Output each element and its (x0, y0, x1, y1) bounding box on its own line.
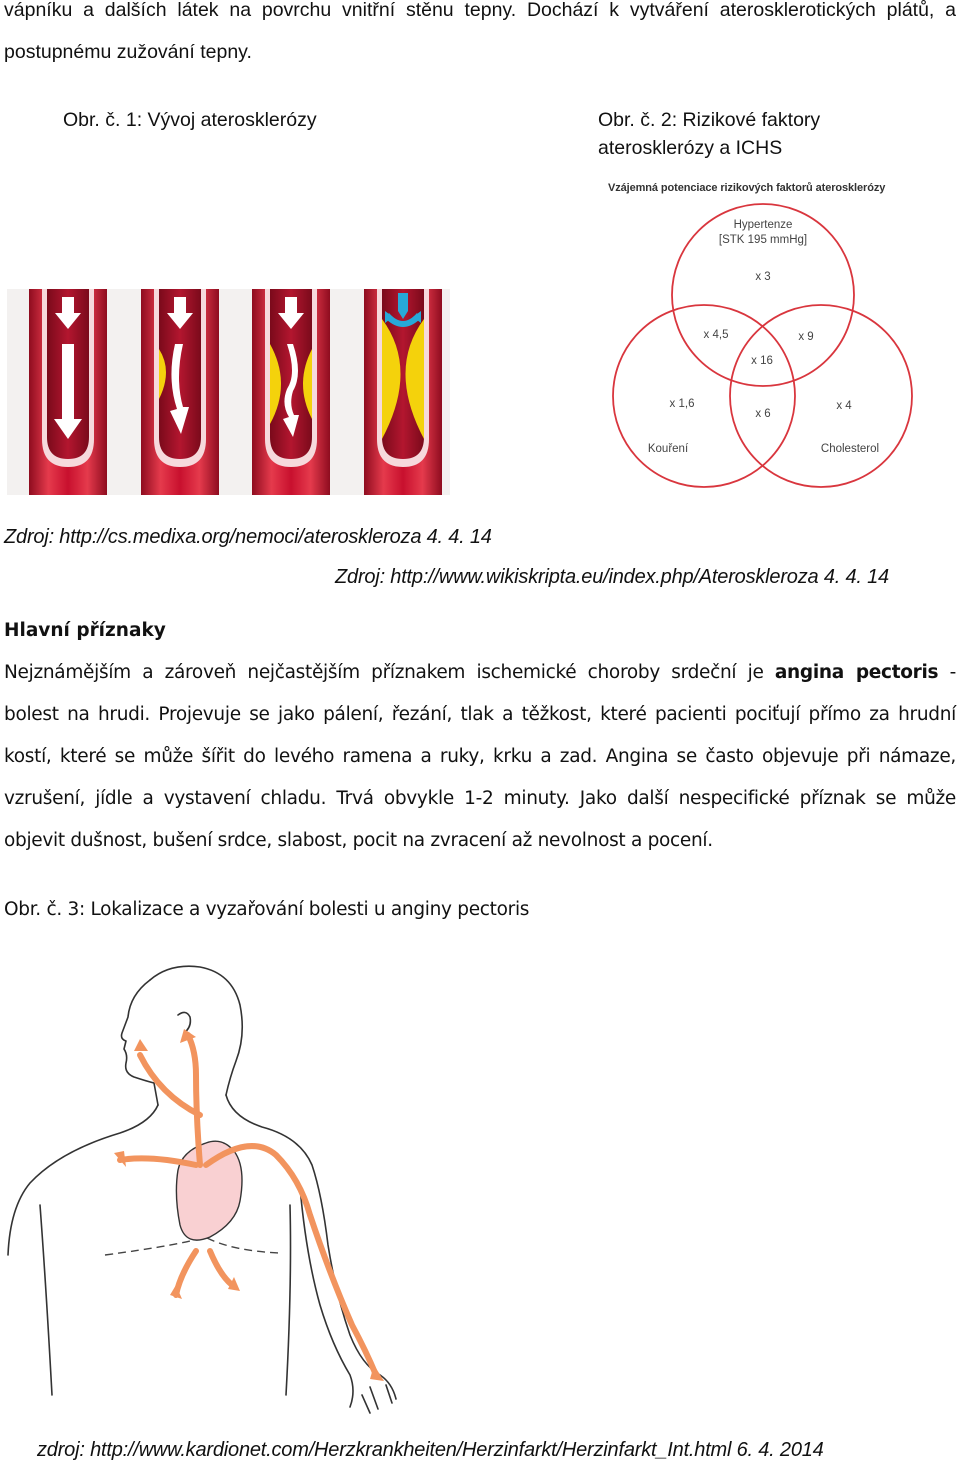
heart-icon (176, 1141, 242, 1240)
figure2-caption-line2: aterosklerózy a ICHS (598, 137, 783, 159)
artery-healthy (29, 289, 107, 495)
venn-value-bottom: x 6 (755, 408, 771, 420)
artery-blocked (364, 289, 442, 495)
figure1-source: Zdroj: http://cs.medixa.org/nemoci/ateroskleroza 4. 4. 14 (4, 526, 492, 548)
venn-label-cholesterol: Cholesterol (820, 443, 880, 455)
figure2-caption-line1: Obr. č. 2: Rizikové faktory (598, 109, 821, 131)
artery-progression-figure (7, 289, 450, 495)
paragraph-line-5: objevit dušnost, bušení srdce, slabost, pocit na zvracení až nevolnost a pocení. (4, 830, 713, 851)
paragraph-line-2: bolest na hrudi. Projevuje se jako pálení, řezání, tlak a těžkost, které pacienti pociťují přímo za hrudní (4, 704, 956, 725)
venn-value-left: x 1,6 (669, 398, 695, 410)
venn-value-center: x 16 (751, 355, 773, 367)
paragraph-line-1-text: Nejznámějším a zároveň nejčastějším příznakem ischemické choroby srdeční je (4, 662, 764, 683)
figure1-caption: Obr. č. 1: Vývoj aterosklerózy (63, 109, 317, 131)
venn-value-top: x 3 (755, 271, 771, 283)
angina-pain-figure (0, 955, 420, 1415)
figure3-source: zdroj: http://www.kardionet.com/Herzkrankheiten/Herzinfarkt/Herzinfarkt_Int.html 6. 4. 2014 (37, 1439, 824, 1461)
pain-radiation-arrows (120, 1035, 376, 1375)
artery-stage-3 (252, 289, 330, 495)
artery-stage-2 (141, 289, 219, 495)
intro-line-2: postupnému zužování tepny. (4, 41, 252, 63)
angina-pectoris-term: angina pectoris (774, 662, 939, 683)
venn-label-smoking: Kouření (647, 443, 689, 455)
section-heading: Hlavní příznaky (4, 620, 166, 641)
intro-line-1: vápníku a dalších látek na povrchu vnitřní stěnu tepny. Dochází k vytváření aterosklerotických plátů, a (4, 0, 956, 21)
venn-label-hypertension: Hypertenze (733, 219, 793, 231)
paragraph-line-4: vzrušení, jídle a vystavení chladu. Trvá obvykle 1-2 minuty. Jako další nespecifické příznak se může (4, 788, 956, 809)
risk-factors-venn-diagram (600, 176, 930, 496)
venn-value-top-right: x 9 (798, 331, 814, 343)
figure3-caption: Obr. č. 3: Lokalizace a vyzařování bolesti u anginy pectoris (4, 899, 530, 920)
venn-label-hypertension-value: [STK 195 mmHg] (718, 234, 808, 246)
venn-value-right: x 4 (836, 400, 852, 412)
paragraph-line-1 (4, 659, 956, 687)
venn-title: Vzájemná potenciace rizikových faktorů aterosklerózy (608, 182, 886, 194)
paragraph-line-3: kostí, které se může šířit do levého ramena a ruky, krku a zad. Angina se často objevuje při námaze, (4, 746, 956, 767)
paragraph-line-1-dash: - (949, 662, 956, 683)
venn-value-top-left: x 4,5 (703, 329, 729, 341)
figure2-source: Zdroj: http://www.wikiskripta.eu/index.php/Ateroskleroza 4. 4. 14 (335, 566, 889, 588)
